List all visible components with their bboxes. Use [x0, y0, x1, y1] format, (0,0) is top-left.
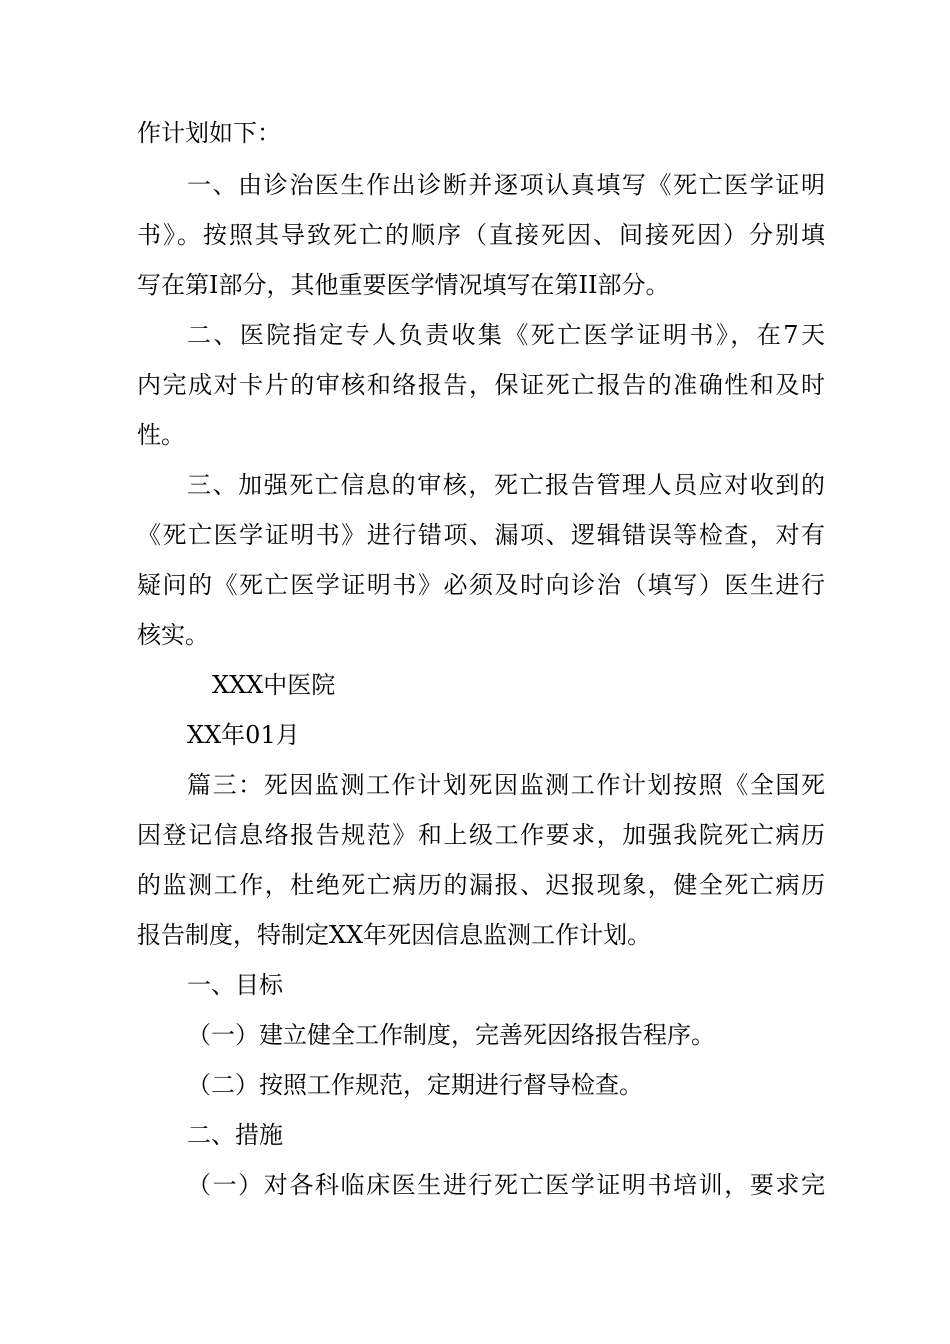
section-3-line-2: 因登记信息络报告规范》和上级工作要求，加强我院死亡病历 — [137, 821, 825, 849]
signature-org: XXX中医院 — [212, 671, 336, 699]
paragraph-2-line-3: 性。 — [137, 421, 185, 449]
goal-item-1: （一）建立健全工作制度，完善死因络报告程序。 — [187, 1021, 715, 1049]
paragraph-2-line-2: 内完成对卡片的审核和络报告，保证死亡报告的准确性和及时 — [137, 371, 825, 399]
paragraph-3-line-2: 《死亡医学证明书》进行错项、漏项、逻辑错误等检查，对有 — [137, 521, 825, 549]
goal-item-2: （二）按照工作规范，定期进行督导检查。 — [187, 1071, 643, 1099]
paragraph-3-line-1: 三、加强死亡信息的审核，死亡报告管理人员应对收到的 — [187, 471, 825, 499]
section-3-line-4: 报告制度，特制定XX年死因信息监测工作计划。 — [137, 921, 652, 949]
paragraph-1-line-2: 书》。按照其导致死亡的顺序（直接死因、间接死因）分别填 — [137, 221, 825, 249]
paragraph-3-line-4: 核实。 — [137, 621, 209, 649]
paragraph-2-line-1: 二、医院指定专人负责收集《死亡医学证明书》，在7天 — [187, 321, 825, 349]
section-3-line-1: 篇三：死因监测工作计划死因监测工作计划按照《全国死 — [187, 771, 825, 799]
section-3-line-3: 的监测工作，杜绝死亡病历的漏报、迟报现象，健全死亡病历 — [137, 871, 825, 899]
paragraph-1-line-1: 一、由诊治医生作出诊断并逐项认真填写《死亡医学证明 — [187, 171, 825, 199]
signature-date: XX年01月 — [187, 721, 300, 749]
measure-item-1: （一）对各科临床医生进行死亡医学证明书培训，要求完 — [187, 1171, 825, 1199]
heading-measures: 二、措施 — [187, 1121, 283, 1149]
heading-goals: 一、目标 — [187, 971, 283, 999]
text-line: 作计划如下： — [137, 119, 281, 147]
paragraph-1-line-3: 写在第Ⅰ部分，其他重要医学情况填写在第ⅠⅠ部分。 — [137, 271, 670, 299]
paragraph-3-line-3: 疑问的《死亡医学证明书》必须及时向诊治（填写）医生进行 — [137, 571, 825, 599]
